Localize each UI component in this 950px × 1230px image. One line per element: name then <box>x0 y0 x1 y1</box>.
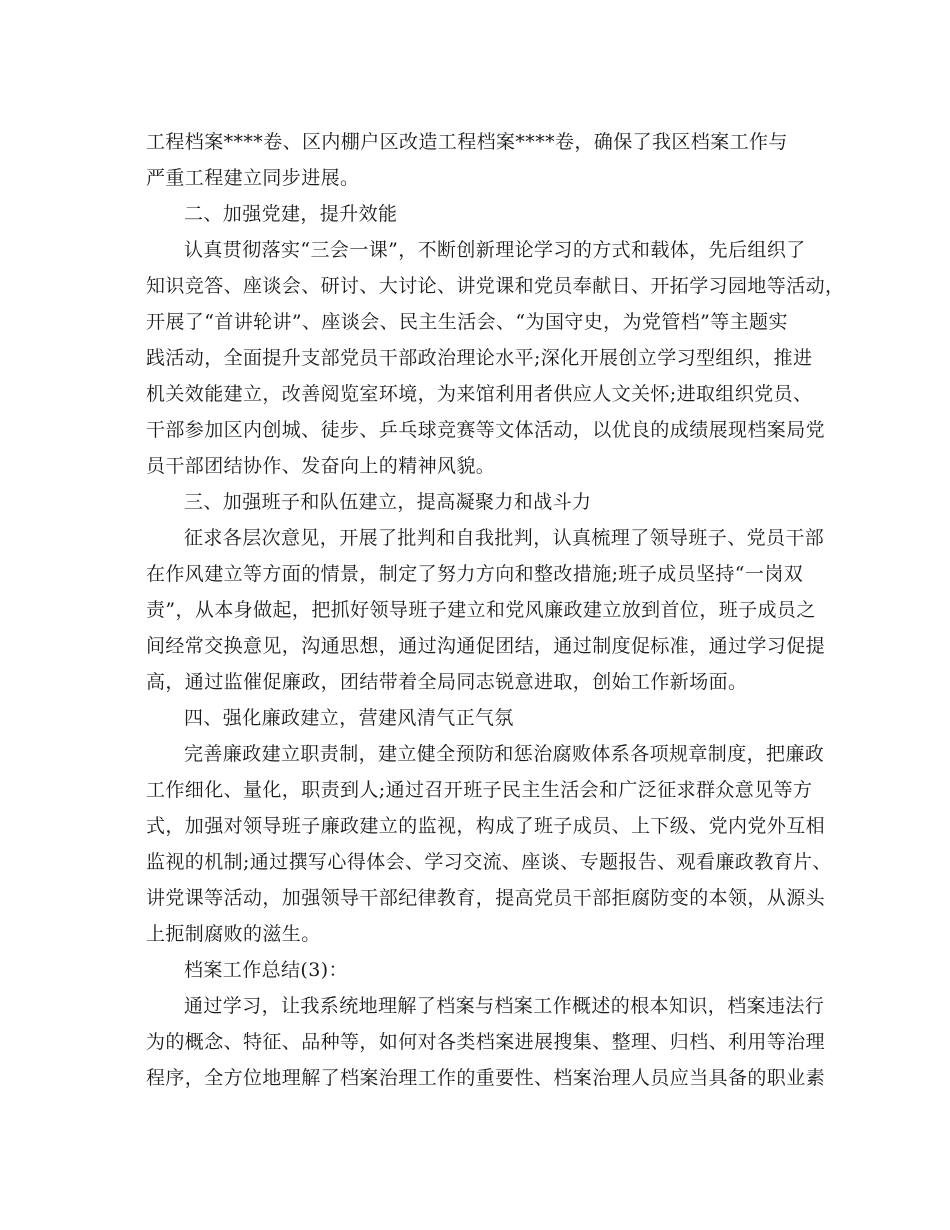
body-text-line: 工程档案****卷、区内棚户区改造工程档案****卷，确保了我区档案工作与 <box>146 131 788 153</box>
body-text-line: 严重工程建立同步进展。 <box>146 167 360 189</box>
body-text-line: 在作风建立等方面的情景，制定了努力方向和整改措施;班子成员坚持“一岗双 <box>146 563 804 585</box>
body-text-line: 上扼制腐败的滋生。 <box>146 923 321 945</box>
body-text-line: 程序，全方位地理解了档案治理工作的重要性、档案治理人员应当具备的职业素 <box>146 1067 826 1089</box>
section-heading: 档案工作总结(3)： <box>184 959 348 981</box>
body-text-line: 践活动，全面提升支部党员干部政治理论水平;深化开展创立学习型组织，推进 <box>146 347 813 369</box>
paragraph-first-line: 完善廉政建立职责制，建立健全预防和惩治腐败体系各项规章制度，把廉政 <box>184 743 825 765</box>
paragraph-first-line: 认真贯彻落实“三会一课”，不断创新理论学习的方式和载体，先后组织了 <box>184 239 806 261</box>
paragraph-first-line: 通过学习，让我系统地理解了档案与档案工作概述的根本知识，档案违法行 <box>184 995 825 1017</box>
body-text-line: 知识竞答、座谈会、研讨、大讨论、讲党课和党员奉献日、开拓学习园地等活动， <box>146 275 845 297</box>
paragraph-first-line: 征求各层次意见，开展了批判和自我批判，认真梳理了领导班子、党员干部 <box>184 527 825 549</box>
section-heading: 四、强化廉政建立，营建风清气正气氛 <box>184 707 514 729</box>
body-text-line: 为的概念、特征、品种等，如何对各类档案进展搜集、整理、归档、利用等治理 <box>146 1031 826 1053</box>
section-heading: 三、加强班子和队伍建立，提高凝聚力和战斗力 <box>184 491 592 513</box>
body-text-line: 工作细化、量化，职责到人;通过召开班子民主生活会和广泛征求群众意见等方 <box>146 779 813 801</box>
body-text-line: 间经常交换意见，沟通思想，通过沟通促团结，通过制度促标准，通过学习促提 <box>146 635 826 657</box>
body-text-line: 监视的机制;通过撰写心得体会、学习交流、座谈、专题报告、观看廉政教育片、 <box>146 851 832 873</box>
body-text-line: 机关效能建立，改善阅览室环境，为来馆利用者供应人文关怀;进取组织党员、 <box>146 383 813 405</box>
section-heading: 二、加强党建，提升效能 <box>184 203 398 225</box>
body-text-line: 责”，从本身做起，把抓好领导班子建立和党风廉政建立放到首位，班子成员之 <box>146 599 816 621</box>
body-text-line: 讲党课等活动，加强领导干部纪律教育，提高党员干部拒腐防变的本领，从源头 <box>146 887 826 909</box>
body-text-line: 式，加强对领导班子廉政建立的监视，构成了班子成员、上下级、党内党外互相 <box>146 815 826 837</box>
body-text-line: 员干部团结协作、发奋向上的精神风貌。 <box>146 455 496 477</box>
body-text-line: 干部参加区内创城、徒步、乒乓球竞赛等文体活动，以优良的成绩展现档案局党 <box>146 419 826 441</box>
body-text-line: 高，通过监催促廉政，团结带着全局同志锐意进取，创始工作新场面。 <box>146 671 748 693</box>
body-text-line: 开展了“首讲轮讲”、座谈会、民主生活会、“为国守史，为党管档”等主题实 <box>146 311 788 333</box>
document-body <box>146 124 845 1096</box>
